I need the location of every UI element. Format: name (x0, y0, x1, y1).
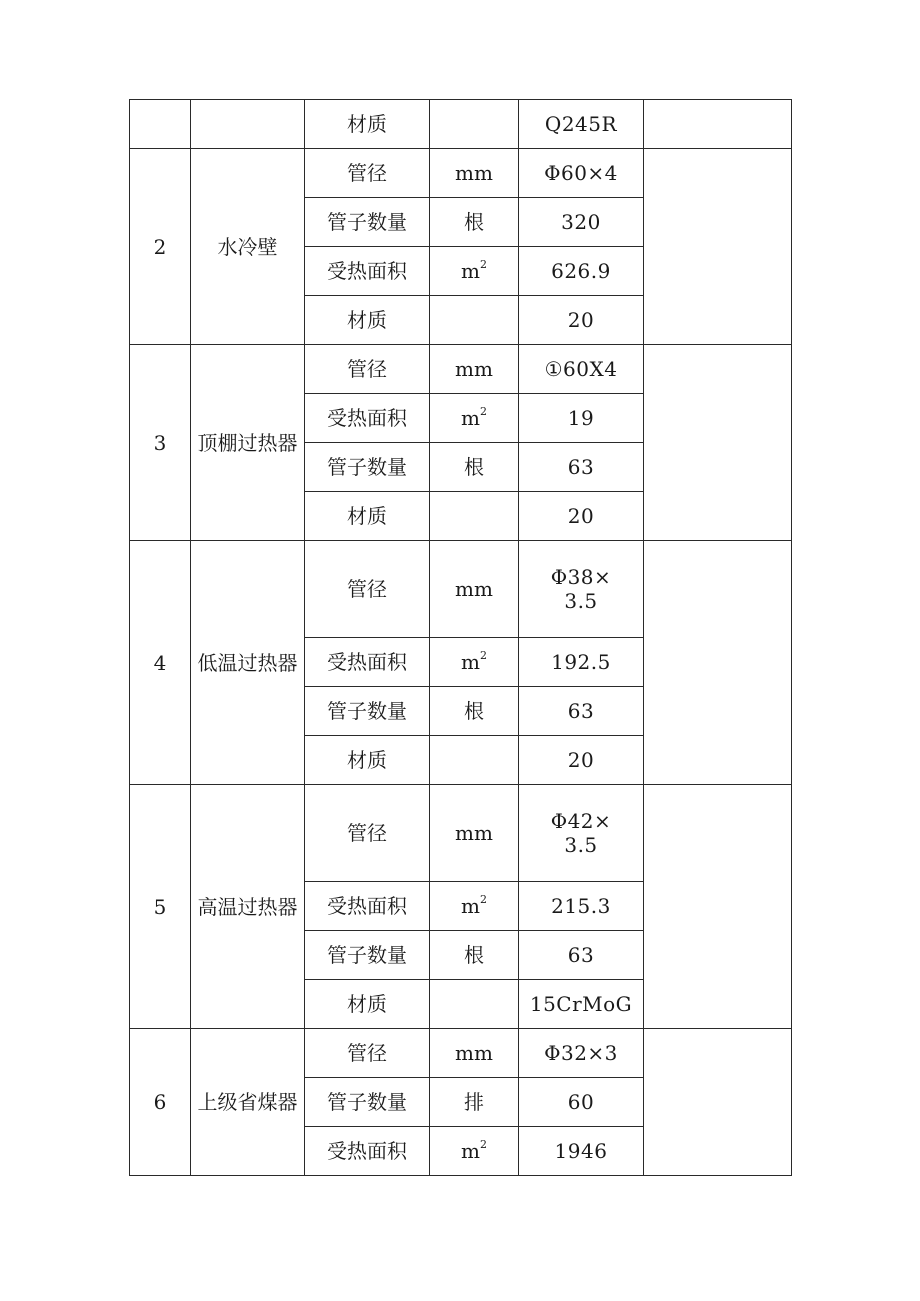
param-value: 215.3 (519, 882, 644, 931)
param-unit: mm (430, 785, 519, 882)
param-label: 管径 (305, 149, 430, 198)
item-index: 6 (130, 1029, 191, 1176)
param-value: 19 (519, 394, 644, 443)
param-label: 材质 (305, 492, 430, 541)
param-unit: $m^2$ (430, 1127, 519, 1176)
unit-exponent: 2 (479, 405, 487, 419)
param-label: 管径 (305, 345, 430, 394)
param-label: 受热面积 (305, 247, 430, 296)
param-label: 管子数量 (305, 687, 430, 736)
param-unit: $m^2$ (430, 247, 519, 296)
remarks-cell (644, 1029, 792, 1176)
unit-exponent: 2 (479, 1138, 487, 1152)
param-value: Q245R (519, 100, 644, 149)
value-line: Φ42× (550, 809, 612, 833)
param-label: 管径 (305, 541, 430, 638)
param-value: 63 (519, 931, 644, 980)
param-value: 320 (519, 198, 644, 247)
param-unit (430, 736, 519, 785)
param-unit: $m^2$ (430, 394, 519, 443)
param-label: 管子数量 (305, 198, 430, 247)
table-row (130, 1029, 792, 1078)
param-value: 626.9 (519, 247, 644, 296)
item-name: 顶棚过热器 (191, 345, 305, 541)
unit-exponent: 2 (479, 258, 487, 272)
table-row (130, 785, 792, 882)
table-row (130, 149, 792, 198)
param-label: 管子数量 (305, 1078, 430, 1127)
param-unit: $m^2$ (430, 882, 519, 931)
param-unit: mm (430, 541, 519, 638)
param-unit (430, 100, 519, 149)
param-unit: 根 (430, 931, 519, 980)
param-unit: mm (430, 149, 519, 198)
item-index: 5 (130, 785, 191, 1029)
param-unit: 根 (430, 443, 519, 492)
param-value: 20 (519, 296, 644, 345)
item-name: 水冷壁 (191, 149, 305, 345)
value-line: Φ38× (550, 565, 612, 589)
unit-exponent: 2 (479, 649, 487, 663)
param-unit (430, 296, 519, 345)
param-label: 材质 (305, 296, 430, 345)
param-unit: mm (430, 1029, 519, 1078)
param-label: 受热面积 (305, 394, 430, 443)
equipment-spec-table (129, 99, 792, 1176)
param-label: 受热面积 (305, 882, 430, 931)
remarks-cell (644, 149, 792, 345)
param-unit: $m^2$ (430, 638, 519, 687)
param-value: Φ32×3 (519, 1029, 644, 1078)
param-value: 63 (519, 687, 644, 736)
param-unit: 根 (430, 687, 519, 736)
param-unit: 根 (430, 198, 519, 247)
item-index: 3 (130, 345, 191, 541)
param-value: 63 (519, 443, 644, 492)
param-unit (430, 980, 519, 1029)
param-label: 管子数量 (305, 931, 430, 980)
item-index: 2 (130, 149, 191, 345)
param-value (519, 541, 644, 638)
value-line: 3.5 (564, 589, 598, 613)
param-label: 受热面积 (305, 638, 430, 687)
param-label: 材质 (305, 100, 430, 149)
table-row (130, 345, 792, 394)
param-label: 材质 (305, 736, 430, 785)
param-label: 管径 (305, 1029, 430, 1078)
param-unit: mm (430, 345, 519, 394)
param-unit: 排 (430, 1078, 519, 1127)
table-row (130, 100, 792, 149)
item-index (130, 100, 191, 149)
remarks-cell (644, 100, 792, 149)
param-value: 1946 (519, 1127, 644, 1176)
value-line: 3.5 (564, 833, 598, 857)
param-value: 60 (519, 1078, 644, 1127)
item-name: 上级省煤器 (191, 1029, 305, 1176)
param-label: 材质 (305, 980, 430, 1029)
param-unit (430, 492, 519, 541)
item-name: 低温过热器 (191, 541, 305, 785)
param-label: 管径 (305, 785, 430, 882)
param-label: 受热面积 (305, 1127, 430, 1176)
item-name: 高温过热器 (191, 785, 305, 1029)
param-value: 20 (519, 492, 644, 541)
unit-exponent: 2 (479, 893, 487, 907)
param-value: 15CrMoG (519, 980, 644, 1029)
param-value (519, 785, 644, 882)
param-label: 管子数量 (305, 443, 430, 492)
param-value: 192.5 (519, 638, 644, 687)
table-row (130, 541, 792, 638)
remarks-cell (644, 345, 792, 541)
remarks-cell (644, 541, 792, 785)
param-value: ①60X4 (519, 345, 644, 394)
param-value: 20 (519, 736, 644, 785)
remarks-cell (644, 785, 792, 1029)
item-name (191, 100, 305, 149)
param-value: Φ60×4 (519, 149, 644, 198)
item-index: 4 (130, 541, 191, 785)
